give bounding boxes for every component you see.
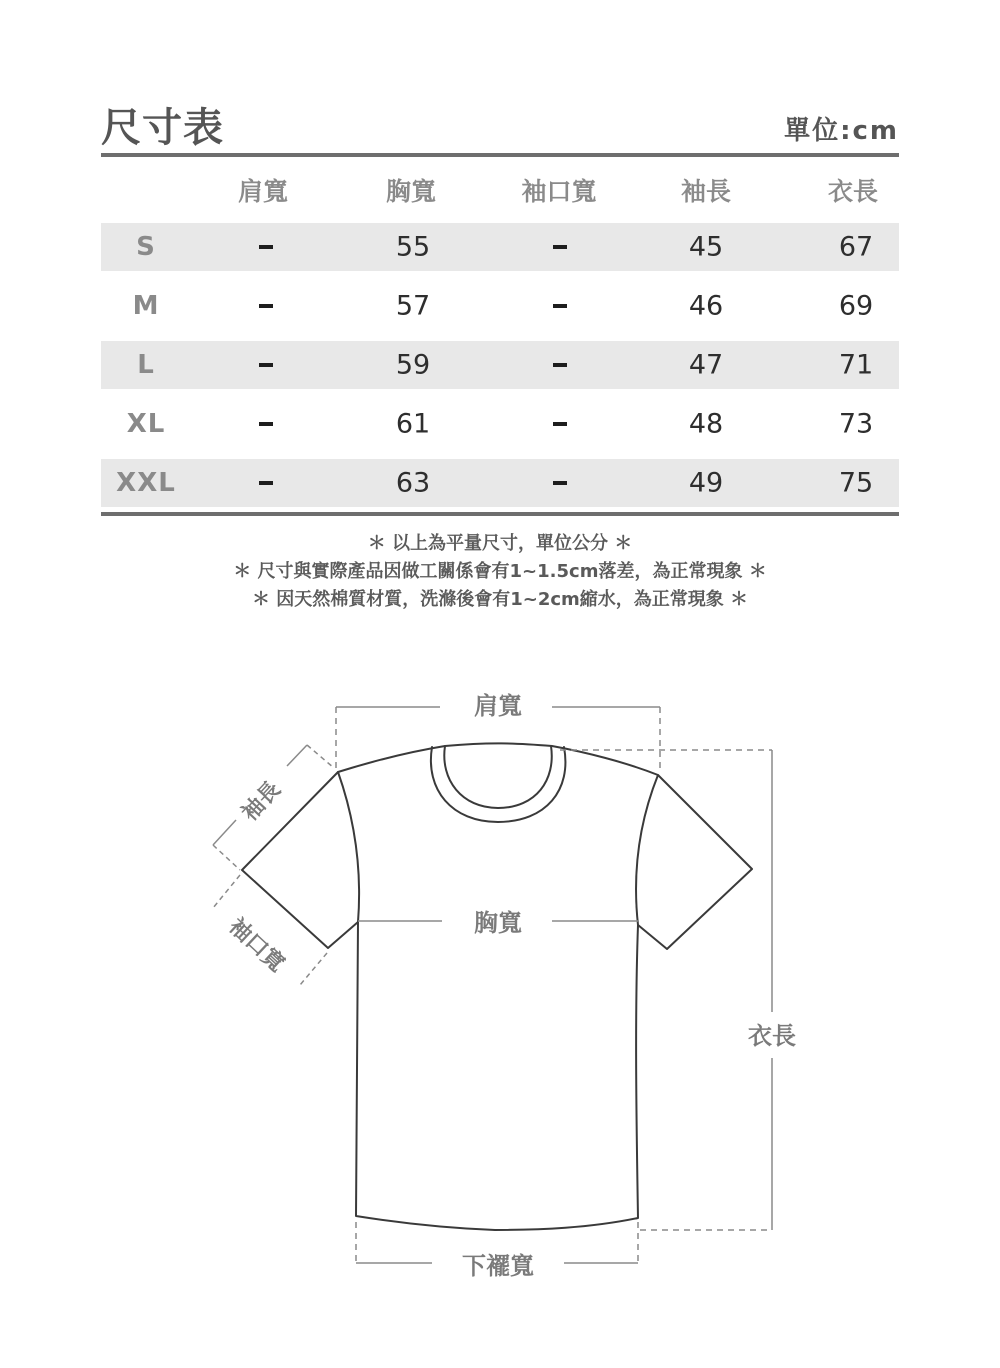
length-value: 69 xyxy=(838,290,874,322)
unit-label: 單位:cm xyxy=(784,116,899,146)
note-line: ＊ 尺寸與實際產品因做工關係會有1~1.5cm落差，為正常現象 ＊ xyxy=(233,561,767,582)
column-header-cuff: 袖口寬 xyxy=(521,177,597,206)
chest-value: 59 xyxy=(395,349,431,381)
header xyxy=(101,96,899,154)
cuff-value xyxy=(553,422,567,426)
length-value: 67 xyxy=(838,231,874,263)
shoulder-label: 肩寬 xyxy=(474,692,522,720)
size-label: S xyxy=(136,232,156,262)
size-label: XXL xyxy=(116,468,176,498)
size-label: M xyxy=(132,291,160,321)
length-value: 73 xyxy=(838,408,874,440)
note-line: ＊ 因天然棉質材質，洗滌後會有1~2cm縮水，為正常現象 ＊ xyxy=(251,589,749,610)
cuff-label: 袖口寬 xyxy=(223,913,290,978)
chest-value: 55 xyxy=(395,231,431,263)
notes xyxy=(0,530,1000,614)
shoulder-value xyxy=(259,304,273,308)
note-line: ＊ 以上為平量尺寸，單位公分 ＊ xyxy=(367,533,633,554)
cuff-value xyxy=(553,363,567,367)
column-header-shoulder: 肩寬 xyxy=(237,177,289,206)
chest-label: 胸寬 xyxy=(474,909,522,937)
sleeve-value: 49 xyxy=(688,467,724,499)
size-label: XL xyxy=(126,409,166,439)
hem-label: 下襬寬 xyxy=(462,1252,534,1280)
table-row xyxy=(101,400,899,448)
cuff-value xyxy=(553,245,567,249)
sleeve-length-measure xyxy=(213,745,334,870)
sleeve-length-label: 袖長 xyxy=(237,777,286,827)
sleeve-value: 48 xyxy=(688,408,724,440)
shoulder-value xyxy=(259,245,273,249)
page-title: 尺寸表 xyxy=(101,105,224,151)
shoulder-value xyxy=(259,422,273,426)
body-length-label: 衣長 xyxy=(748,1022,796,1050)
table-row xyxy=(101,459,899,507)
shoulder-value xyxy=(259,363,273,367)
length-value: 71 xyxy=(838,349,874,381)
shoulder-value xyxy=(259,481,273,485)
table-row xyxy=(101,282,899,330)
table-top-rule xyxy=(101,153,899,157)
length-value: 75 xyxy=(838,467,874,499)
table-row xyxy=(101,223,899,271)
size-label: L xyxy=(137,350,155,380)
sleeve-value: 46 xyxy=(688,290,724,322)
body-length-measure xyxy=(560,750,772,1230)
sleeve-value: 45 xyxy=(688,231,724,263)
column-header-length: 衣長 xyxy=(827,177,879,206)
sleeve-value: 47 xyxy=(688,349,724,381)
table-row xyxy=(101,341,899,389)
column-header-sleeve: 袖長 xyxy=(680,177,732,206)
cuff-value xyxy=(553,304,567,308)
chest-value: 57 xyxy=(395,290,431,322)
tshirt-outline xyxy=(242,743,752,1230)
column-header-chest: 胸寬 xyxy=(385,177,437,206)
table-bottom-rule xyxy=(101,512,899,516)
tshirt-diagram xyxy=(0,640,1000,1340)
chest-value: 63 xyxy=(395,467,431,499)
cuff-value xyxy=(553,481,567,485)
chest-value: 61 xyxy=(395,408,431,440)
